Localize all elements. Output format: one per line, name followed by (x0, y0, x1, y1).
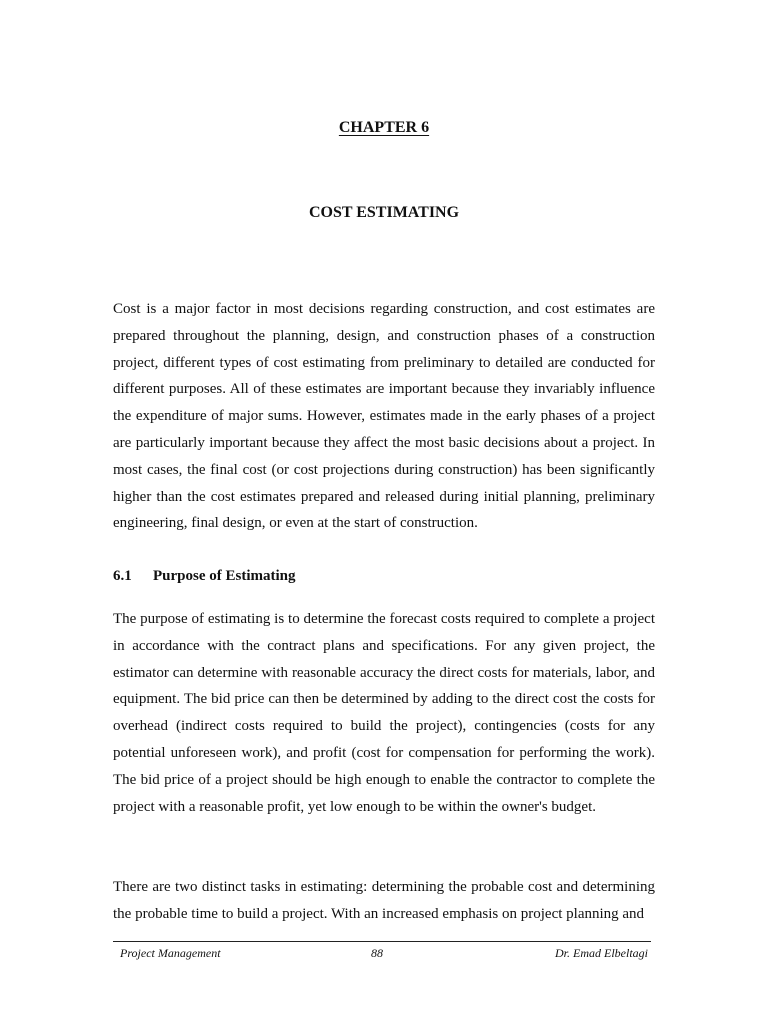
section-title: Purpose of Estimating (153, 568, 296, 584)
footer-author: Dr. Emad Elbeltagi (555, 946, 648, 960)
section-paragraph-1: The purpose of estimating is to determine the forecast costs required to complete a project in accordance with the contract plans and specifications. For any given project, the estimator can determine with reasonable accuracy the direct costs for materials, labor, and equipment. The bid price can then be determined by adding to the direct cost the costs for overhead (indirect costs required to build the project), contingencies (costs for any potential unforeseen work), and profit (cost for compensation for performing the work). The bid price of a project should be high enough to enable the contractor to complete the project with a reasonable profit, yet low enough to be within the owner's budget. (113, 611, 655, 815)
section-number: 6.1 (113, 568, 132, 584)
chapter-title-text: CHAPTER 6 (338, 119, 430, 136)
footer-divider (113, 941, 651, 942)
section-heading (113, 568, 296, 585)
chapter-subtitle: COST ESTIMATING (308, 204, 460, 221)
chapter-title (0, 119, 768, 137)
section-paragraph-2: There are two distinct tasks in estimating: determining the probable cost and determining the probable time to build a project. With an increased emphasis on project planning and (113, 879, 655, 922)
footer-page-number: 88 (371, 946, 383, 960)
intro-paragraph: Cost is a major factor in most decisions regarding construction, and cost estimates are prepared throughout the planning, design, and construction phases of a construction project, different types of cost estimating from preliminary to detailed are conducted for different purposes. All of these estimates are important because they invariably influence the expenditure of major sums. However, estimates made in the early phases of a project are particularly important because they affect the most basic decisions about a project. In most cases, the final cost (or cost projections during construction) has been significantly higher than the cost estimates prepared and released during initial planning, preliminary engineering, final design, or even at the start of construction. (113, 301, 655, 532)
footer-book-title: Project Management (120, 946, 221, 960)
